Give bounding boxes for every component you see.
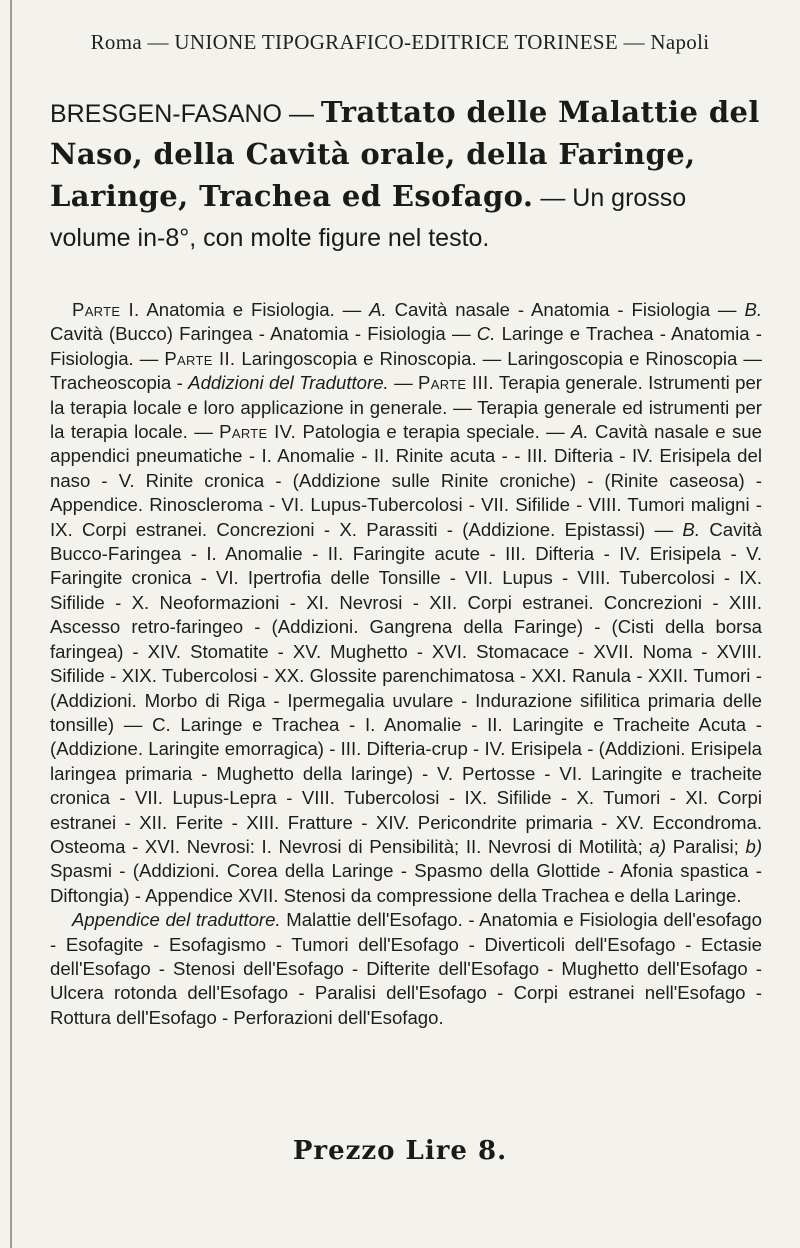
- contents-text: Spasmi - (Addizioni. Corea della Laringe - Spasmo della Glottide - Afonia spastica - Diftongia) - Appendice XVII. Stenosi da compressione della Trachea e della Laringe.: [50, 860, 762, 906]
- section-letter: B.: [682, 518, 700, 540]
- contents-text: Paralisi;: [672, 835, 739, 857]
- contents-text: Patologia e terapia speciale. —: [302, 421, 565, 443]
- contents-text: Terapia generale. Istrumenti per la terapia locale e loro applicazione in generale. — Terapia generale ed istrumenti per la terapia locale. —: [50, 372, 762, 443]
- contents-text: Cavità nasale - Anatomia - Fisiologia —: [394, 299, 737, 320]
- part-label: Parte I.: [72, 299, 140, 320]
- work-title: Trattato delle Malattie del Naso, della Cavità orale, della Faringe, Laringe, Trachea ed Esofago.: [50, 95, 760, 213]
- work-description: — Un grosso volume in-8°, con molte figure nel testo.: [50, 184, 687, 252]
- part-label: Parte III.: [418, 372, 494, 394]
- contents-text: Cavità Bucco-Faringea - I. Anomalie - II. Faringite acute - III. Difteria - IV. Erisipela - V. Faringite cronica - VI. Ipertrofia delle Tonsille - VII. Lupus - VIII. Tubercolosi - IX. Sifilide - X. Neoformazioni - XI. Nevrosi - XII. Corpi estranei. Concrezioni - XIII. Ascesso retro-faringeo - (Addizioni. Gangrena della Faringe) - (Cisti della borsa faringea) - XIV. Stomatite - XV. Mughetto - XVI. Stomacace - XVII. Noma - XVIII. Sifilide - XIX. Tubercolosi - XX. Glossite parenchimatosa - XXI. Ranula - XXII. Tumori - (Addizioni. Morbo di Riga - Ipermegalia uvulare - Indurazione sifilitica primaria delle tonsille) — C. Laringe e Trachea - I. Anomalie - II. Laringite e Tracheite Acuta - (Addizione. Laringite emorragica) - III. Difteria-crup - IV. Erisipela - (Addizioni. Erisipela laringea primaria - Mughetto della laringe) - V. Pertosse - VI. Laringite e tracheite cronica - VII. Lupus-Lepra - VIII. Tubercolosi - IX. Sifilide - X. Tumori - XI. Corpi estranei - XII. Ferite - XIII. Fratture - XIV. Pericondrite primaria - XV. Eccondroma. Osteoma - XVI. Nevrosi: I. Nevrosi di Pensibilità; II. Nevrosi di Motilità;: [50, 518, 763, 857]
- translator-additions-label: Addizioni del Traduttore.: [188, 372, 389, 394]
- part-label: Parte IV.: [219, 421, 297, 443]
- contents-text: Cavità (Bucco) Faringea - Anatomia - Fisiologia —: [50, 323, 471, 345]
- publisher-header: Roma — UNIONE TIPOGRAFICO-EDITRICE TORINESE — Napoli: [90, 30, 710, 54]
- contents-text: Laringe e Trachea - Anatomia - Fisiologia. —: [50, 323, 762, 369]
- author-name: BRESGEN-FASANO —: [50, 100, 314, 128]
- book-title-block: [50, 92, 760, 258]
- section-letter: A.: [369, 299, 387, 320]
- appendix-text: Malattie dell'Esofago. - Anatomia e Fisiologia dell'esofago - Esofagite - Esofagismo - Tumori dell'Esofago - Diverticoli dell'Esofago - Ectasie dell'Esofago - Stenosi dell'Esofago - Difterite dell'Esofago - Mughetto dell'Esofago - Ulcera rotonda dell'Esofago - Paralisi dell'Esofago - Corpi estranei nell'Esofago - Rottura dell'Esofago - Perforazioni dell'Esofago.: [50, 909, 762, 1028]
- contents-paragraph: [50, 298, 762, 908]
- contents-text: Cavità nasale e sue appendici pneumatiche - I. Anomalie - II. Rinite acuta - - III. Difteria - IV. Erisipela del naso - V. Rinite cronica - (Addizione sulle Rinite croniche) - (Rinite caseosa) - Appendice. Rinoscleroma - VI. Lupus-Tubercolosi - VII. Sifilide - VIII. Tumori maligni - IX. Corpi estranei. Concrezioni - X. Parassiti - (Addizione. Epistassi) —: [50, 421, 762, 540]
- contents-text: —: [394, 372, 413, 394]
- section-letter: B.: [744, 299, 763, 320]
- price-line: Prezzo Lire 8.: [292, 1136, 508, 1166]
- appendix-paragraph: [50, 908, 762, 1030]
- contents-text: Anatomia e Fisiologia. —: [146, 299, 362, 320]
- translator-appendix-label: Appendice del traduttore.: [72, 909, 281, 931]
- section-letter: A.: [571, 421, 589, 443]
- section-letter: C.: [476, 323, 496, 345]
- section-letter: b): [745, 835, 763, 857]
- page-edge-rule: [10, 0, 12, 1248]
- contents-text: Laringoscopia e Rinoscopia. — Laringoscopia e Rinoscopia — Tracheoscopia -: [50, 347, 763, 394]
- section-letter: a): [649, 835, 667, 857]
- part-label: Parte II.: [164, 347, 236, 369]
- table-of-contents: [50, 298, 762, 1030]
